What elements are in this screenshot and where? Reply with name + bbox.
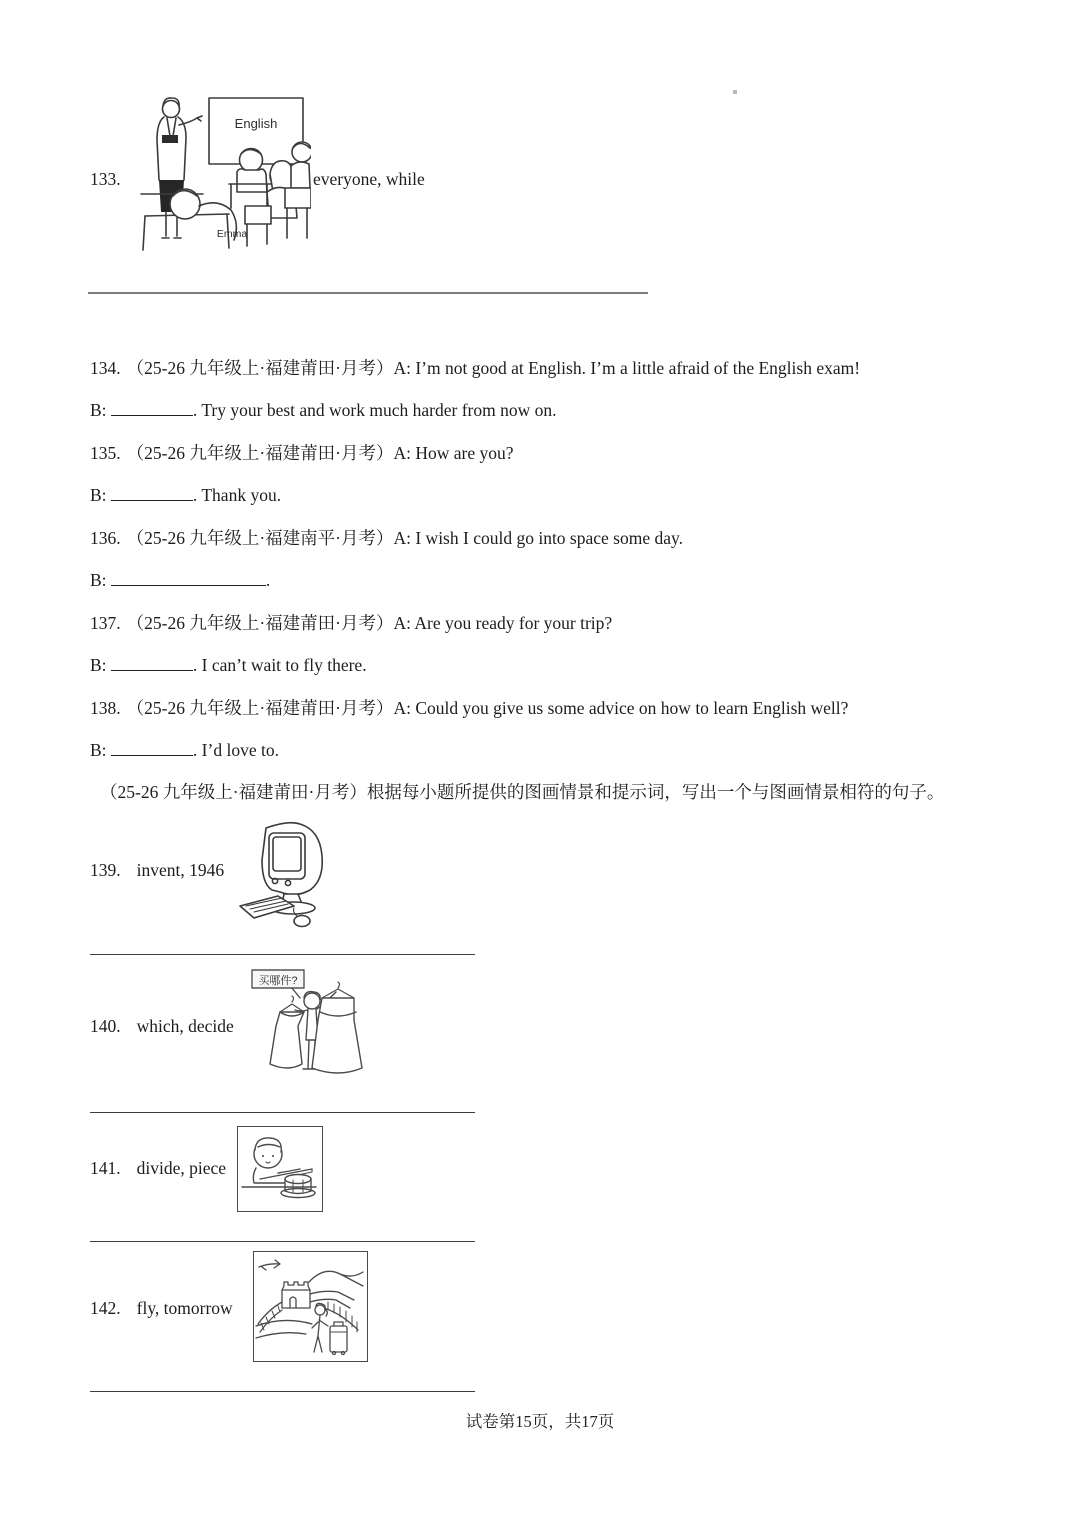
question-136-a-text: A: I wish I could go into space some day. — [393, 528, 683, 548]
computer-illustration — [236, 818, 338, 932]
question-number-135: 135. — [90, 443, 121, 463]
question-141-prompt: divide, piece — [136, 1158, 227, 1178]
question-134-a-text: A: I’m not good at English. I’m a little afraid of the English exam! — [393, 358, 861, 378]
question-number-133: 133. — [90, 169, 121, 189]
question-137-b-prefix: B: — [90, 655, 107, 675]
question-134-source: （25-26 九年级上·福建莆田·月考） — [126, 358, 394, 378]
student-name-label: Emma — [216, 228, 248, 240]
question-137-b-line — [90, 654, 367, 676]
shopping-illustration — [250, 968, 368, 1080]
question-137-answer-blank — [111, 667, 193, 671]
question-135-b-prefix: B: — [90, 485, 107, 505]
cake — [285, 1175, 311, 1184]
board-text: English — [234, 116, 278, 131]
page-footer: 试卷第15页，共17页 — [465, 1412, 615, 1431]
question-135-source: （25-26 九年级上·福建莆田·月考） — [126, 443, 394, 463]
question-138-b-line — [90, 739, 279, 761]
question-138-b-prefix: B: — [90, 740, 107, 760]
question-number-134: 134. — [90, 358, 121, 378]
question-134-b-suffix: . Try your best and work much harder from now on. — [192, 400, 557, 420]
question-138-source: （25-26 九年级上·福建莆田·月考） — [126, 698, 394, 718]
mouse — [294, 916, 310, 927]
question-137-source: （25-26 九年级上·福建莆田·月考） — [126, 613, 394, 633]
airplane — [259, 1260, 280, 1270]
question-135-a-text: A: How are you? — [393, 443, 514, 463]
question-136-b-suffix: . — [265, 570, 271, 590]
question-137-b-suffix: . I can’t wait to fly there. — [192, 655, 367, 675]
great-wall-illustration-frame — [253, 1251, 368, 1362]
question-134-answer-blank — [111, 412, 193, 416]
question-136-answer-blank — [111, 582, 266, 586]
question-138-b-suffix: . I’d love to. — [192, 740, 279, 760]
question-number-136: 136. — [90, 528, 121, 548]
question-139-label — [90, 859, 224, 881]
question-number-139: 139. — [90, 860, 121, 880]
teacher-book — [162, 135, 178, 143]
question-140-label — [90, 1015, 234, 1037]
question-number-140: 140. — [90, 1016, 121, 1036]
question-142-label — [90, 1297, 233, 1319]
answer-line-142 — [90, 1391, 475, 1392]
question-137-a-line — [90, 612, 612, 634]
speech-bubble-text: 买哪件? — [258, 975, 298, 987]
question-135-a-line — [90, 442, 514, 464]
question-137-a-text: A: Are you ready for your trip? — [393, 613, 613, 633]
question-number-138: 138. — [90, 698, 121, 718]
question-number-137: 137. — [90, 613, 121, 633]
question-134-a-line — [90, 357, 860, 379]
question-136-b-prefix: B: — [90, 570, 107, 590]
question-138-a-text: A: Could you give us some advice on how to learn English well? — [393, 698, 849, 718]
question-142-prompt: fly, tomorrow — [136, 1298, 233, 1318]
section-intro: （25-26 九年级上·福建莆田·月考）根据每小题所提供的图画情景和提示词，写出一个与图画情景相符的句子。 — [100, 782, 945, 802]
dress-left — [270, 1012, 304, 1068]
answer-line-133 — [88, 292, 648, 294]
print-artifact-dot — [733, 90, 737, 94]
question-136-a-line — [90, 527, 683, 549]
answer-line-140 — [90, 1112, 475, 1113]
question-140-prompt: which, decide — [136, 1016, 234, 1036]
classroom-illustration — [133, 88, 311, 254]
question-135-b-line — [90, 484, 281, 506]
question-135-answer-blank — [111, 497, 193, 501]
question-number-141: 141. — [90, 1158, 121, 1178]
answer-line-139 — [90, 954, 475, 955]
great-wall-illustration — [254, 1252, 365, 1359]
cake-illustration-frame — [237, 1126, 323, 1212]
question-134-b-prefix: B: — [90, 400, 107, 420]
answer-line-141 — [90, 1241, 475, 1242]
question-139-prompt: invent, 1946 — [136, 860, 225, 880]
question-136-b-line — [90, 569, 270, 591]
dress-right — [312, 998, 362, 1073]
question-134-b-line — [90, 399, 556, 421]
cake-illustration — [238, 1127, 320, 1209]
question-number-142: 142. — [90, 1298, 121, 1318]
question-136-source: （25-26 九年级上·福建南平·月考） — [126, 528, 394, 548]
question-141-label — [90, 1157, 226, 1179]
question-135-b-suffix: . Thank you. — [192, 485, 282, 505]
suitcase — [330, 1326, 347, 1352]
question-138-answer-blank — [111, 752, 193, 756]
question-133-prompt: everyone, while — [313, 169, 425, 189]
question-138-a-line — [90, 697, 848, 719]
